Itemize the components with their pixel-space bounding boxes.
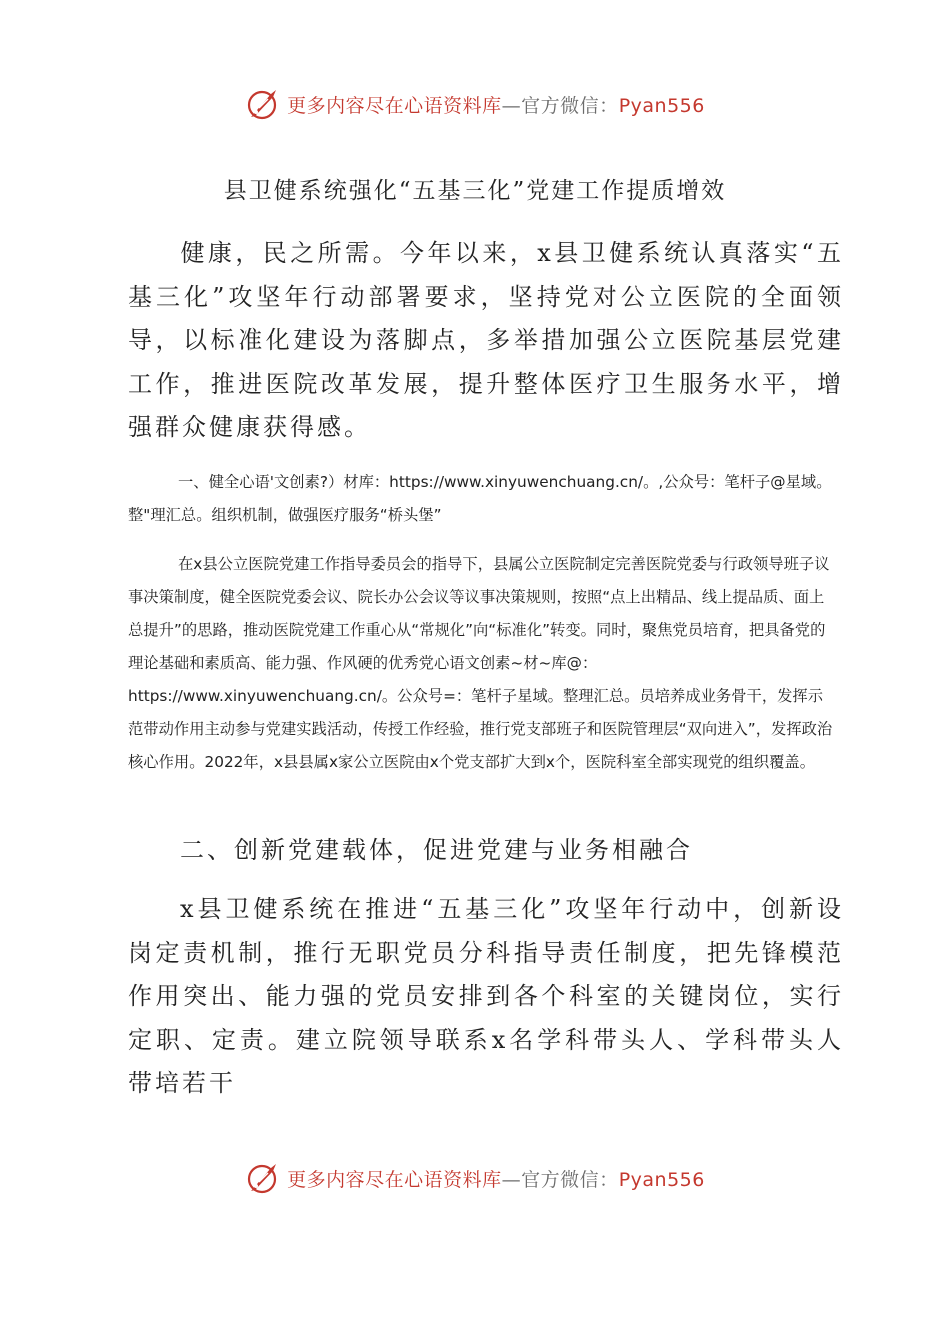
section-2-paragraph-text: x县卫健系统在推进“五基三化”攻坚年行动中，创新设岗定责机制，推行无职党员分科指导责任制度，把先锋模范作用突出、能力强的党员安排到各个科室的关键岗位，实行定职、定责。建立院领导联系x名学科带头人、学科带头人带培若干 bbox=[128, 895, 844, 1097]
intro-paragraph bbox=[128, 232, 844, 450]
section-1-paragraph bbox=[128, 548, 836, 779]
top-watermark-banner bbox=[0, 82, 950, 126]
watermark-wechat-id: Pyan556 bbox=[618, 1168, 705, 1191]
quill-pen-logo-icon bbox=[245, 1160, 281, 1196]
watermark-separator: —官方微信： bbox=[501, 94, 619, 117]
section-1-heading bbox=[128, 466, 836, 532]
section-1-heading-text: 一、健全心语'文创素?）材库：https://www.xinyuwenchuang.cn/。,公众号：笔杆子@星域。整"理汇总。组织机制，做强医疗服务“桥头堡” bbox=[128, 473, 832, 524]
watermark-text bbox=[287, 1165, 705, 1192]
section-2-heading: 二、创新党建载体，促进党建与业务相融合 bbox=[180, 836, 693, 864]
intro-paragraph-text: 健康，民之所需。今年以来，x县卫健系统认真落实“五基三化”攻坚年行动部署要求，坚持党对公立医院的全面领导，以标准化建设为落脚点，多举措加强公立医院基层党建工作，推进医院改革发展，提升整体医疗卫生服务水平，增强群众健康获得感。 bbox=[128, 239, 844, 441]
section-1-paragraph-text: 在x县公立医院党建工作指导委员会的指导下，县属公立医院制定完善医院党委与行政领导班子议事决策制度，健全医院党委会议、院长办公会议等议事决策规则，按照“点上出精品、线上提品质、面上总提升”的思路，推动医院党建工作重心从“常规化”向“标准化”转变。同时，聚焦党员培育，把具备党的理论基础和素质高、能力强、作风硬的优秀党心语文创素~材~库@：https://www.xinyuwenchuang.cn/。公众号=：笔杆子星域。整理汇总。员培养成业务骨干，发挥示范带动作用主动参与党建实践活动，传授工作经验，推行党支部班子和医院管理层“双向进入”，发挥政治核心作用。2022年，x县县属x家公立医院由x个党支部扩大到x个，医院科室全部实现党的组织覆盖。 bbox=[128, 555, 833, 771]
watermark-separator: —官方微信： bbox=[501, 1168, 619, 1191]
watermark-brand: 更多内容尽在心语资料库 bbox=[287, 94, 502, 117]
document-title: 县卫健系统强化“五基三化”党建工作提质增效 bbox=[223, 178, 727, 204]
section-2-paragraph bbox=[128, 888, 844, 1106]
bottom-watermark-banner bbox=[0, 1156, 950, 1200]
watermark-text bbox=[287, 91, 705, 118]
watermark-brand: 更多内容尽在心语资料库 bbox=[287, 1168, 502, 1191]
quill-pen-logo-icon bbox=[245, 86, 281, 122]
watermark-wechat-id: Pyan556 bbox=[618, 94, 705, 117]
